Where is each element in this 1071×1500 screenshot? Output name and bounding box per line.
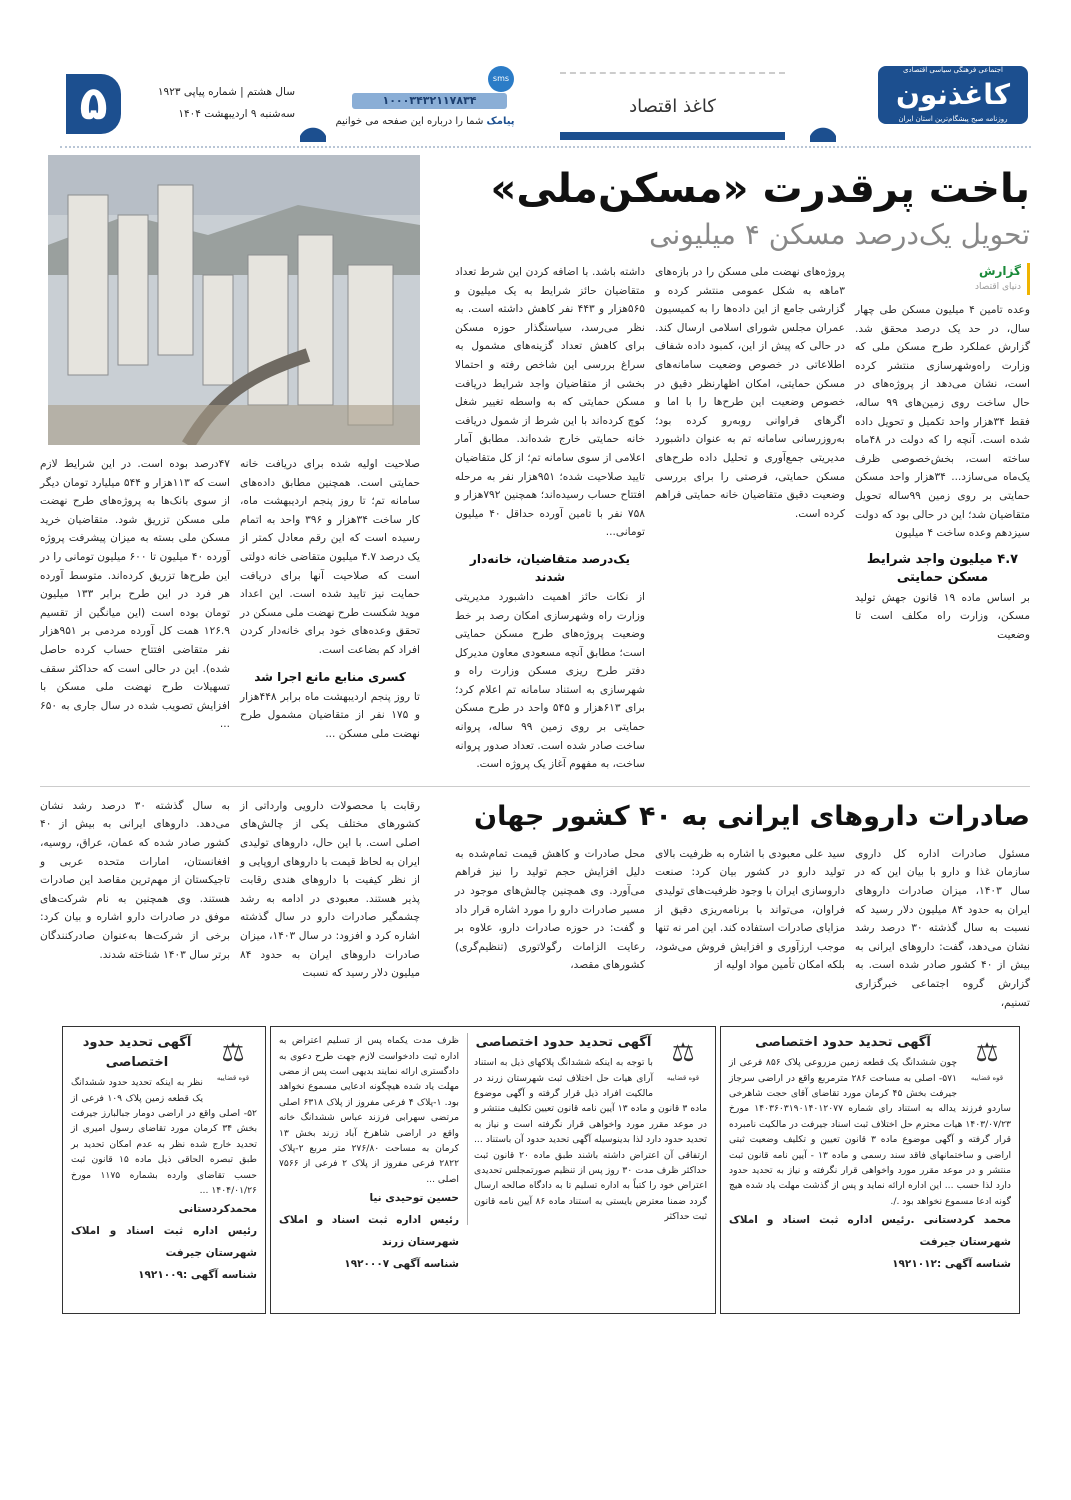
paragraph: محل صادرات و کاهش قیمت تمام‌شده به دلیل افزایش حجم تولید را نیز فراهم می‌آورد. وی همچنین چالش‌های موجود در مسیر صادرات دارو را مورد اشاره قرار داد و گفت: در حوزه صادرات دارو، علاوه بر رعایت الزامات رگولاتوری (تنظیم‌گری) کشورهای مقصد، — [455, 847, 645, 972]
second-article-right — [440, 797, 1030, 1012]
judiciary-emblem-icon: ⚖ قوه قضاییه — [970, 1038, 1004, 1083]
notice-id: شناسه آگهی :۱۹۲۱۰۱۲ — [892, 1258, 1011, 1271]
paragraph: سید علی معبودی با اشاره به ظرفیت بالای تولید دارو در کشور بیان کرد: صنعت داروسازی ایران با وجود ظرفیت‌های تولیدی فراوان، می‌تواند با برنامه‌ریزی دقیق از مزایای صادرات استفاده کند. این امر نه تنها موجب ارزآوری و افزایش فروش می‌شود، بلکه امکان تأمین مواد اولیه از — [655, 847, 845, 972]
paragraph: داشته باشد. با اضافه کردن این شرط تعداد متقاضیان حائز شرایط به یک میلیون و ۵۶۵هزار و ۴۴۳ نفر کاهش داشته است. به نظر می‌رسد، سیاستگذار حوزه مسکن برای کاهش تعداد گزینه‌های مشمول به سراغ بررسی این شاخص رفته و احتمالا بخشی از متقاضیان واجد شرایط دریافت مسکن حمایتی که به واسطه تغییر شغل کوچ کرده‌اند با این شرط از شمول دریافت خانه حمایتی خارج شده‌اند. مطابق آمار اعلامی از سوی سامانه تم؛ از کل متقاضیان تایید صلاحیت شده؛ ۹۵۱هزار نفر به مرحله افتتاح حساب رسیده‌اند؛ همچنین ۷۹۲هزار و ۷۵۸ نفر با تامین آورده حداقل ۴۰ میلیون تومانی... — [455, 266, 645, 539]
article-column-1 — [855, 263, 1030, 645]
judiciary-emblem-icon: ⚖ قوه قضاییه — [666, 1038, 700, 1083]
notice-body: ظرف مدت یکماه پس از تسلیم اعتراض به اداره ثبت دادخواست لازم جهت طرح دعوی به دادگستری ارائه نمایند بدیهی است پس از مضی مهلت یاد شده هیچگونه ادعایی مسموع نخواهد بود. ۱-پلاک ۴ فرعی مفروز از پلاک ۶۳۱۸ اصلی مرتضی سهرابی فرزند عباس ششدانگ خانه واقع در اراضی شاهرخ آباد زرند بخش ۱۳ کرمان به مساحت ۲۷۶/۸۰ متر مربع ۲-پلاک ۲۸۲۲ فرعی مفروز از پلاک ۲ فرعی از ۷۵۶۶ اصلی ... — [279, 1035, 460, 1185]
legal-notice-jiroft — [720, 1026, 1020, 1314]
main-article-left — [40, 155, 420, 743]
notice-id: شناسه آگهی ۱۹۲۰۰۰۷ — [344, 1258, 459, 1271]
second-columns-left — [40, 797, 420, 983]
headline-2: صادرات داروهای ایرانی به ۴۰ کشور جهان — [474, 800, 1030, 832]
article2-column-3 — [455, 845, 645, 975]
article-column-3 — [455, 263, 645, 774]
second-article — [40, 797, 1030, 1012]
divider — [560, 72, 785, 74]
article2-column-5 — [40, 797, 230, 964]
notice-body: نظر به اینکه تحدید حدود ششدانگ یک قطعه زمین پلاک ۱۰۹ فرعی از ۵۲- اصلی واقع در اراضی دومار جبالبارز جیرفت بخش ۳۴ کرمان مورد تقاضای رسول امیری از تحدید خارج شده نظر به عدم امکان تحدید بر طبق تبصره الحاقی ذیل ماده ۱۵ قانون ثبت حسب تقاضای وارده بشماره ۱۱۷۵ مورخ ۱۴۰۴/۰۱/۲۶ ... — [71, 1077, 258, 1197]
legal-notice-jiroft-2 — [62, 1026, 266, 1314]
notice-left-column — [279, 1033, 459, 1275]
source: دنیای اقتصاد — [975, 282, 1021, 292]
flower-ornament-icon — [810, 120, 836, 142]
headline: باخت پرقدرت «مسکن‌ملی» — [490, 166, 1030, 212]
divider — [40, 786, 1030, 787]
logo-name: کاغذنون — [895, 78, 1011, 111]
sms-caption — [330, 116, 520, 127]
judiciary-emblem-icon: ⚖ قوه قضاییه — [216, 1038, 250, 1083]
section-title: کاغذ اقتصاد — [629, 96, 716, 117]
subheading: کسری منابع مانع اجرا شد — [254, 669, 406, 684]
paragraph: رقابت با محصولات دارویی وارداتی از کشورهای مختلف یکی از چالش‌های اصلی است. با این حال، داروهای تولیدی ایران به لحاظ قیمت با داروهای اروپایی و از نظر کیفیت با داروهای هندی رقابت پذیر هستند. معبودی در ادامه به رشد چشمگیر صادرات دارو در سال گذشته اشاره کرد و افزود: در سال ۱۴۰۳، میزان صادرات داروهای ایران به حدود ۸۴ میلیون دلار رسید که نسبت — [240, 799, 420, 980]
paragraph: به سال گذشته ۳۰ درصد رشد نشان می‌دهد. داروهای ایرانی به بیش از ۴۰ کشور صادر شده که عمان، عراق، روسیه، افغانستان، امارات متحده عربی و تاجیکستان از مهم‌ترین مقاصد این صادرات هستند. وی همچنین به نام شرکت‌های موفق در صادرات دارو اشاره و بیان کرد: برخی از شرکت‌ها به‌عنوان صادرکنندگان برتر سال ۱۴۰۳ شناخته شدند. — [40, 799, 231, 961]
paragraph: تا روز پنجم اردیبهشت ماه برابر ۴۴۸هزار و ۱۷۵ نفر از متقاضیان مشمول طرح نهضت ملی مسکن ... — [240, 690, 420, 740]
notice-right-column — [467, 1033, 707, 1224]
header-divider — [60, 146, 1031, 148]
second-columns-right — [440, 845, 1030, 1012]
page-content — [40, 155, 1030, 1334]
notice-title: آگهی تحدید حدود اختصاصی — [755, 1035, 931, 1051]
paragraph: بر اساس ماده ۱۹ قانون جهش تولید مسکن، وزارت راه مکلف است تا وضعیت — [855, 591, 1030, 641]
notice-signer: محمدکردستانی — [178, 1203, 257, 1216]
subheading: ۴.۷ میلیون واجد شرایط مسکن حمایتی — [866, 551, 1019, 585]
notice-title: آگهی تحدید حدود اختصاصی — [475, 1035, 652, 1051]
notice-body: با توجه به اینکه ششدانگ پلاکهای ذیل به استناد آرای هیات حل اختلاف ثبت شهرستان زرند در مالکیت افراد ذیل قرار گرفته و آگهی موضوع ماده ۳ قانون و ماده ۱۳ آیین نامه قانون تعیین تکلیف منتشر و در موعد مقرر مورد واخواهی قرار نگرفته است و نیاز به تحدید حدود دارد لذا بدینوسیله آگهی تحدید حدود آن باستناد ... ارتفاقی آن اعتراض داشته باشند طبق ماده ۲۰ قانون ثبت حداکثر ظرف مدت ۳۰ روز پس از تنظیم صورتمجلس تحدیدی اعتراض خود را کتباً به اداره تسلیم تا به دادگاه صالحه ارسال گردد ضمنا معترض بایستی به استناد ماده ۸۶ آیین نامه قانون ثبت حداکثر — [474, 1057, 707, 1223]
notice-title: آگهی تحدید حدود اختصاصی — [82, 1035, 192, 1071]
notice-signer-title: رئیس اداره ثبت اسناد و املاک شهرستان زرند — [279, 1214, 459, 1249]
paragraph: مسئول صادرات اداره کل داروی سازمان غذا و دارو با بیان این که در سال ۱۴۰۳، میزان صادرات داروهای ایران به حدود ۸۴ میلیون دلار رسید که نسبت به سال گذشته ۳۰ درصد رشد نشان می‌دهد، گفت: داروهای ایرانی به بیش از ۴۰ کشور صادر شده است. به گزارش گروه اجتماعی خبرگزاری تسنیم، — [855, 847, 1031, 1009]
issue-info: سال هشتم | شماره پیاپی ۱۹۲۳ — [157, 86, 295, 98]
logo-tagline-bottom: روزنامه صبح پیشگام‌ترین استان ایران — [898, 115, 1008, 123]
second-article-left — [40, 797, 420, 983]
article2-column-2 — [655, 845, 845, 975]
housing-photo — [48, 155, 420, 445]
main-columns-right — [440, 263, 1030, 774]
main-article-right — [440, 155, 1030, 774]
article2-column-1 — [855, 845, 1030, 1012]
notice-signer: محمد کردستانی .رئیس اداره ثبت اسناد و املاک شهرستان جیرفت — [729, 1214, 1011, 1249]
subheadline: تحویل یک‌درصد مسکن ۴ میلیونی — [649, 218, 1030, 251]
sms-badge-icon: sms — [488, 66, 514, 92]
paragraph: ۴۷درصد بوده است. در این شرایط لازم است که ۱۱۳هزار و ۵۴۴ میلیارد تومان دیگر از سوی بانک‌ها به پروژه‌های طرح نهضت ملی مسکن تزریق شود. متقاضیان خرید مسکن ملی بسته به میزان پیشرفت پروژه آورده ۴۰ میلیون تا ۶۰۰ میلیون تومانی را در این طرح‌ها تزریق کرده‌اند. متوسط آورده هر فرد در این طرح برابر ۱۳۳ میلیون تومان بوده است (این میانگین از تقسیم ۱۲۶.۹ همت کل آورده مردمی بر ۹۵۱هزار نفر متقاضی افتتاح حساب کرده حاصل شده). این در حالی است که حداکثر سقف تسهیلات طرح نهضت ملی مسکن با افزایش تصویب شده در سال جاری به ۶۵۰ ... — [40, 458, 231, 731]
main-article — [40, 155, 1030, 774]
notice-signer-title: رئیس اداره ثبت اسناد و املاک شهرستان جیرفت — [71, 1225, 257, 1260]
issue-date: سه‌شنبه ۹ اردیبهشت ۱۴۰۴ — [178, 108, 295, 120]
article-column-5 — [40, 455, 230, 734]
paragraph: صلاحیت اولیه شده برای دریافت خانه حمایتی است. همچنین مطابق داده‌های سامانه تم؛ تا روز پنجم اردیبهشت ماه، کار ساخت ۳۴هزار و ۳۹۶ واحد به اتمام رسیده است که این رقم معادل کمتر از یک درصد ۴.۷ میلیون متقاضی خانه دولتی است که صلاحیت آنها برای دریافت حمایت نیز تایید شده است. این اعداد موید شکست طرح نهضت ملی مسکن در تحقق وعده‌های خود برای خانه‌دار کردن افراد کم بضاعت است. — [240, 458, 421, 656]
subheading: یک‌درصد متقاضیان، خانه‌دار شدند — [469, 551, 631, 584]
kicker-box — [855, 263, 1030, 295]
article2-column-4 — [240, 797, 420, 983]
paragraph: از نکات حائز اهمیت داشبورد مدیریتی وزارت راه وشهرسازی امکان رصد بر خط وضعیت پروژه‌های طرح مسکن حمایتی است؛ مطابق آنچه مسعودی معاون مدیرکل دفتر طرح ریزی مسکن وزارت راه و شهرسازی به استناد سامانه تم اعلام کرد؛ برای ۶۱۳هزار و ۵۴۵ واحد در طرح مسکن حمایتی بر روی زمین ۹۹ ساله، پروانه ساخت صادر شده است. تعداد صدور پروانه ساخت، به مفهوم آغاز یک پروژه است. — [455, 590, 645, 771]
article-column-4 — [240, 455, 420, 743]
legal-notices — [40, 1026, 1030, 1314]
notice-signer: حسین توحیدی نیا — [369, 1192, 459, 1205]
page-number: ۵ — [66, 74, 121, 134]
logo-tagline-top: اجتماعی فرهنگی سیاسی اقتصادی — [903, 66, 1003, 74]
legal-notice-zarand — [270, 1026, 716, 1314]
paragraph: وعده تامین ۴ میلیون مسکن طی چهار سال، در حد یک درصد محقق شد. گزارش عملکرد طرح مسکن ملی که وزارت راه‌وشهرسازی منتشر کرده است، نشان می‌دهد از پروژه‌های در حال ساخت روی زمین‌های ۹۹ ساله، فقط ۳۴هزار واحد تکمیل و تحویل داده شده است. آنچه را که دولت در ۴۸ماه ساخته است، بخش‌خصوصی ظرف یک‌ماه می‌سازد... ۳۴هزار واحد مسکن حمایتی بر روی زمین ۹۹ساله تحویل متقاضیان شد؛ این در حالی بود که دولت سیزدهم وعده ساخت ۴ میلیون — [855, 304, 1030, 540]
article-column-2 — [655, 263, 845, 523]
sms-label: پیامک — [486, 116, 515, 127]
flower-ornament-icon — [300, 120, 326, 142]
notice-columns — [279, 1033, 707, 1275]
paragraph: پروژه‌های نهضت ملی مسکن را در بازه‌های ۳ماهه به شکل عمومی منتشر کرده و گزارشی جامع از این داده‌ها را به کمیسیون عمران مجلس شورای اسلامی ارسال کند. در حالی که پیش از این، کمبود داده شفاف اطلاعاتی در خصوص وضعیت سامانه‌های مسکن حمایتی، امکان اظهارنظر دقیق در خصوص وضعیت این طرح‌ها را با اما و اگرهای فراوانی روبه‌رو کرده بود؛ به‌روزرسانی سامانه تم به عنوان داشبورد مدیریتی جمع‌آوری و تحلیل داده طرح‌های مسکن حمایتی، فرصتی را برای بررسی وضعیت دقیق متقاضیان خانه حمایتی فراهم کرده است. — [655, 266, 845, 520]
notice-body: چون ششدانگ یک قطعه زمین مزروعی پلاک ۸۵۶ فرعی از ۵۷۱- اصلی به مساحت ۲۸۶ مترمربع واقع در اراضی سرجاز جیرفت بخش ۴۵ کرمان مورد تقاضای آقای حجت شاهرخی ساردو فرزند یداله به استناد رای شماره ۱۴۰۳۶۰۳۱۹۰۱۴۰۱۲۰۷۷ مورخ ۱۴۰۳/۰۷/۲۳ هیات محترم حل اختلاف ثبت اسناد جیرفت در مالکیت نامبرده قرار گرفته و آگهی موضوع ماده ۳ قانون تعیین و تکلیف وضعیت ثبتی اراضی و ساختمانهای فاقد سند رسمی و ماده ۱۳ - آیین نامه قانون ثبت منتشر و در موعد مقرر مورد واخواهی قرار نگرفته و نیاز به تحدید حدود دارد لذا حسب ... این اداره ارائه نماید و پس از گذشت مهلت یاد شده هیچ گونه ادعا مسموع نخواهد بود ./. — [729, 1057, 1011, 1207]
newspaper-logo — [878, 66, 1028, 124]
main-columns-left — [40, 455, 420, 743]
notice-id: شناسه آگهی :۱۹۲۱۰۰۹ — [138, 1269, 257, 1282]
section-bar — [560, 132, 785, 140]
sms-number: ۱۰۰۰۳۴۳۲۱۱۷۸۳۴ — [352, 93, 507, 109]
kicker: گزارش — [978, 264, 1021, 278]
sms-text: شما را درباره این صفحه می خوانیم — [335, 116, 487, 127]
